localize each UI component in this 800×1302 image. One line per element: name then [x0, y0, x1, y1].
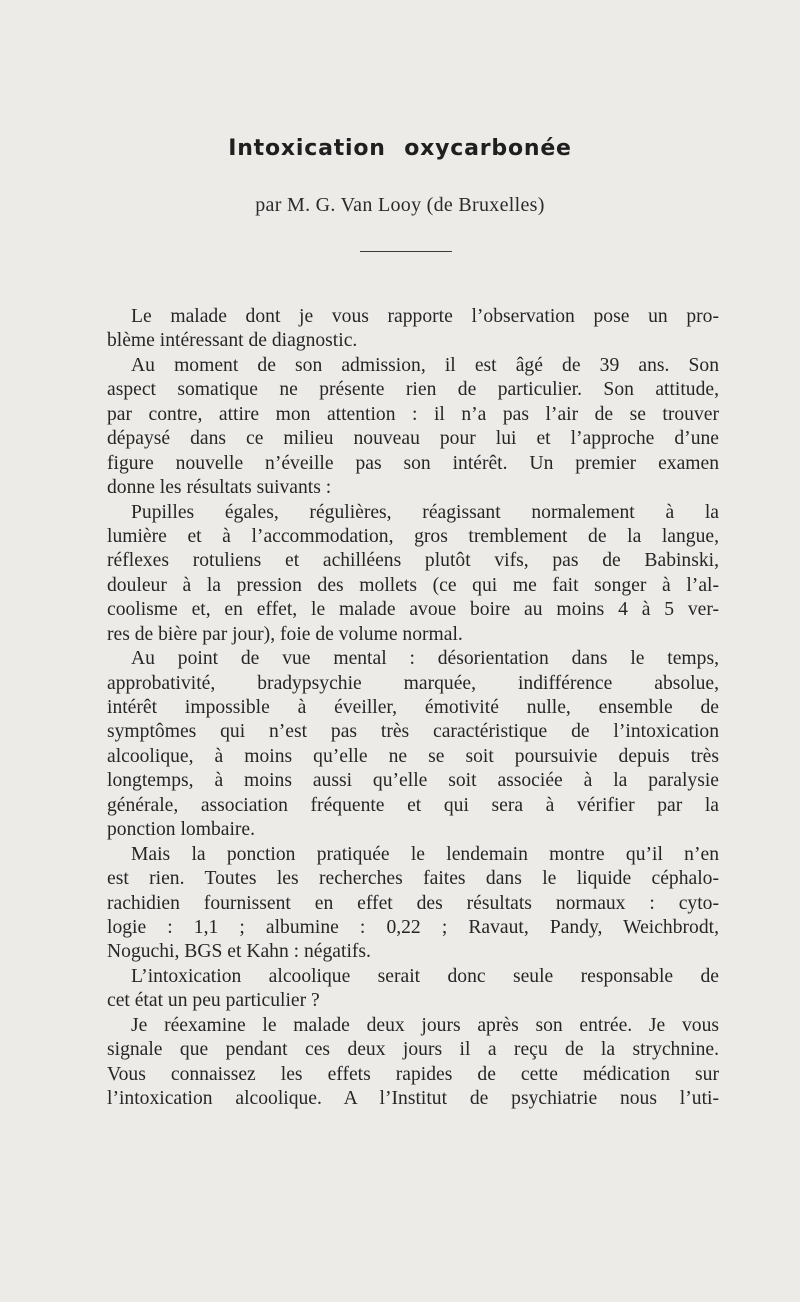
- body-line: coolisme et, en effet, le malade avoue boire au moins 4 à 5 ver-: [107, 599, 719, 621]
- body-line: signale que pendant ces deux jours il a reçu de la strychnine.: [107, 1039, 719, 1061]
- body-line: symptômes qui n’est pas très caractéristique de l’intoxication: [107, 721, 719, 743]
- body-line: intérêt impossible à éveiller, émotivité nulle, ensemble de: [107, 697, 719, 718]
- body-line: rachidien fournissent en effet des résultats normaux : cyto-: [107, 892, 719, 914]
- body-line: figure nouvelle n’éveille pas son intérêt. Un premier examen: [107, 452, 719, 474]
- article-body: [107, 305, 719, 1111]
- body-line: Vous connaissez les effets rapides de cette médication sur: [107, 1063, 719, 1085]
- body-line: alcoolique, à moins qu’elle ne se soit poursuivie depuis très: [107, 745, 719, 767]
- body-line: longtemps, à moins aussi qu’elle soit associée à la paralysie: [107, 770, 719, 792]
- body-line: Pupilles égales, régulières, réagissant normalement à la: [131, 501, 719, 523]
- article-title: Intoxication oxycarbonée: [228, 136, 572, 161]
- title-separator-rule: [360, 251, 452, 252]
- body-line: l’intoxication alcoolique. A l’Institut de psychiatrie nous l’uti-: [107, 1088, 719, 1109]
- body-line: donne les résultats suivants :: [107, 477, 332, 499]
- body-line: ponction lombaire.: [107, 819, 256, 841]
- body-line: est rien. Toutes les recherches faites dans le liquide céphalo-: [107, 868, 719, 890]
- body-line: lumière et à l’accommodation, gros tremblement de la langue,: [107, 525, 719, 547]
- body-line: L’intoxication alcoolique serait donc seule responsable de: [131, 965, 719, 987]
- body-line: Le malade dont je vous rapporte l’observation pose un pro-: [131, 306, 719, 327]
- body-line: dépaysé dans ce milieu nouveau pour lui et l’approche d’une: [107, 428, 719, 450]
- body-line: res de bière par jour), foie de volume normal.: [107, 623, 463, 645]
- body-line: douleur à la pression des mollets (ce qui me fait songer à l’al-: [107, 574, 719, 596]
- body-line: Mais la ponction pratiquée le lendemain montre qu’il n’en: [131, 843, 719, 865]
- body-line: Au point de vue mental : désorientation dans le temps,: [131, 648, 719, 670]
- body-line: réflexes rotuliens et achilléens plutôt vifs, pas de Babinski,: [107, 550, 719, 572]
- body-line: par contre, attire mon attention : il n’a pas l’air de se trouver: [107, 403, 719, 425]
- body-line: logie : 1,1 ; albumine : 0,22 ; Ravaut, Pandy, Weichbrodt,: [107, 916, 719, 938]
- article-byline: par M. G. Van Looy (de Bruxelles): [255, 194, 545, 216]
- body-line: approbativité, bradypsychie marquée, indifférence absolue,: [107, 672, 719, 694]
- body-line: générale, association fréquente et qui sera à vérifier par la: [107, 794, 719, 816]
- body-line: cet état un peu particulier ?: [107, 990, 320, 1012]
- body-line: aspect somatique ne présente rien de particulier. Son attitude,: [107, 379, 719, 401]
- body-line: Noguchi, BGS et Kahn : négatifs.: [107, 941, 371, 963]
- body-line: Je réexamine le malade deux jours après son entrée. Je vous: [131, 1014, 719, 1036]
- body-line: Au moment de son admission, il est âgé de 39 ans. Son: [131, 354, 719, 376]
- body-line: blème intéressant de diagnostic.: [107, 330, 358, 352]
